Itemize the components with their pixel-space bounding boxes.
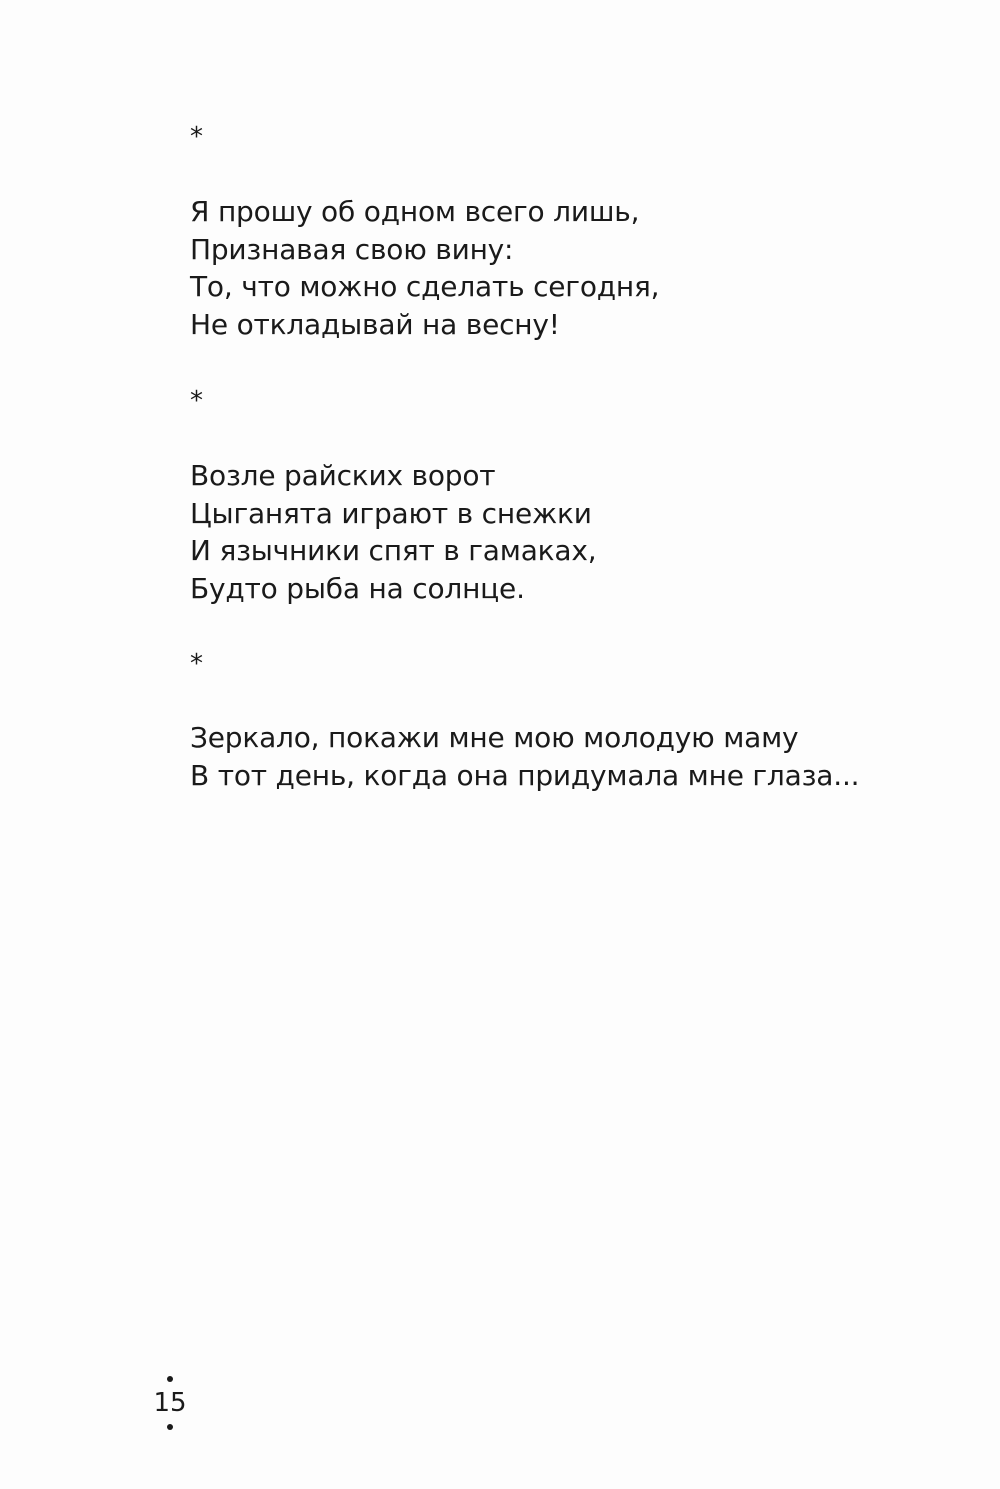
poem-2 [190, 457, 950, 607]
page-dot-top [167, 1376, 173, 1382]
poem-line: Будто рыба на солнце. [190, 571, 525, 605]
poem-1 [190, 193, 950, 343]
poem-line: То, что можно сделать сегодня, [190, 270, 660, 303]
page-number: 15 [153, 1388, 187, 1418]
poem-line: В тот день, когда она придумала мне глаза... [190, 758, 860, 792]
poem-3 [190, 719, 950, 794]
poem-separator-3: * [190, 649, 203, 679]
poem-line: Не откладывай на весну! [190, 307, 560, 341]
poem-separator-2: * [190, 386, 203, 416]
poem-line: Я прошу об одном всего лишь, [190, 195, 640, 228]
poem-separator-1: * [190, 122, 203, 152]
poem-line: И язычники спят в гамаках, [190, 534, 597, 567]
poem-line: Цыганята играют в снежки [190, 496, 592, 530]
page-number-block [145, 1376, 195, 1430]
poem-line: Зеркало, покажи мне мою молодую маму [190, 721, 799, 754]
poem-line: Возле райских ворот [190, 459, 496, 492]
poem-line: Признавая свою вину: [190, 232, 514, 266]
page-dot-bottom [167, 1424, 173, 1430]
